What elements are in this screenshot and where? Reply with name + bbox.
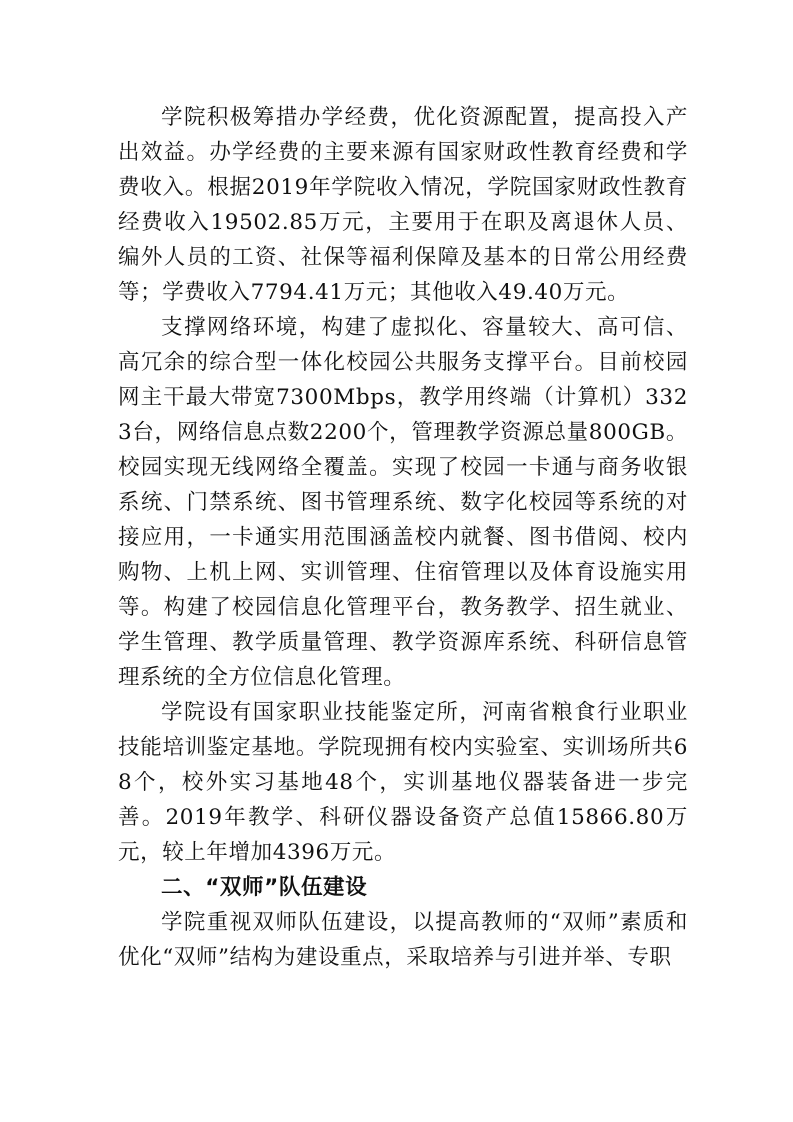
paragraph-training-base: 学院设有国家职业技能鉴定所，河南省粮食行业职业技能培训鉴定基地。学院现拥有校内实验室、实训场所共68个，校外实习基地48个，实训基地仪器装备进一步完善。2019年教学、科研仪器设备资产总值15866.80万元，较上年增加4396万元。 <box>118 700 688 865</box>
section-heading: 二、“双师”队伍建设 <box>161 875 368 900</box>
document-body <box>118 100 688 975</box>
paragraph-dual-teacher: 学院重视双师队伍建设，以提高教师的“双师”素质和优化“双师”结构为建设重点，采取培养与引进并举、专职 <box>118 910 688 970</box>
paragraph-funding: 学院积极筹措办学经费，优化资源配置，提高投入产出效益。办学经费的主要来源有国家财政性教育经费和学费收入。根据2019年学院收入情况，学院国家财政性教育经费收入19502.85万元，主要用于在职及离退休人员、编外人员的工资、社保等福利保障及基本的日常公用经费等；学费收入7794.41万元；其他收入49.40万元。 <box>118 105 688 305</box>
paragraph-network: 支撑网络环境，构建了虚拟化、容量较大、高可信、高冗余的综合型一体化校园公共服务支撑平台。目前校园网主干最大带宽7300Mbps，教学用终端（计算机）3323台，网络信息点数2200个，管理教学资源总量800GB。校园实现无线网络全覆盖。实现了校园一卡通与商务收银系统、门禁系统、图书管理系统、数字化校园等系统的对接应用，一卡通实用范围涵盖校内就餐、图书借阅、校内购物、上机上网、实训管理、住宿管理以及体育设施实用等。构建了校园信息化管理平台，教务教学、招生就业、学生管理、教学质量管理、教学资源库系统、科研信息管理系统的全方位信息化管理。 <box>118 315 688 690</box>
